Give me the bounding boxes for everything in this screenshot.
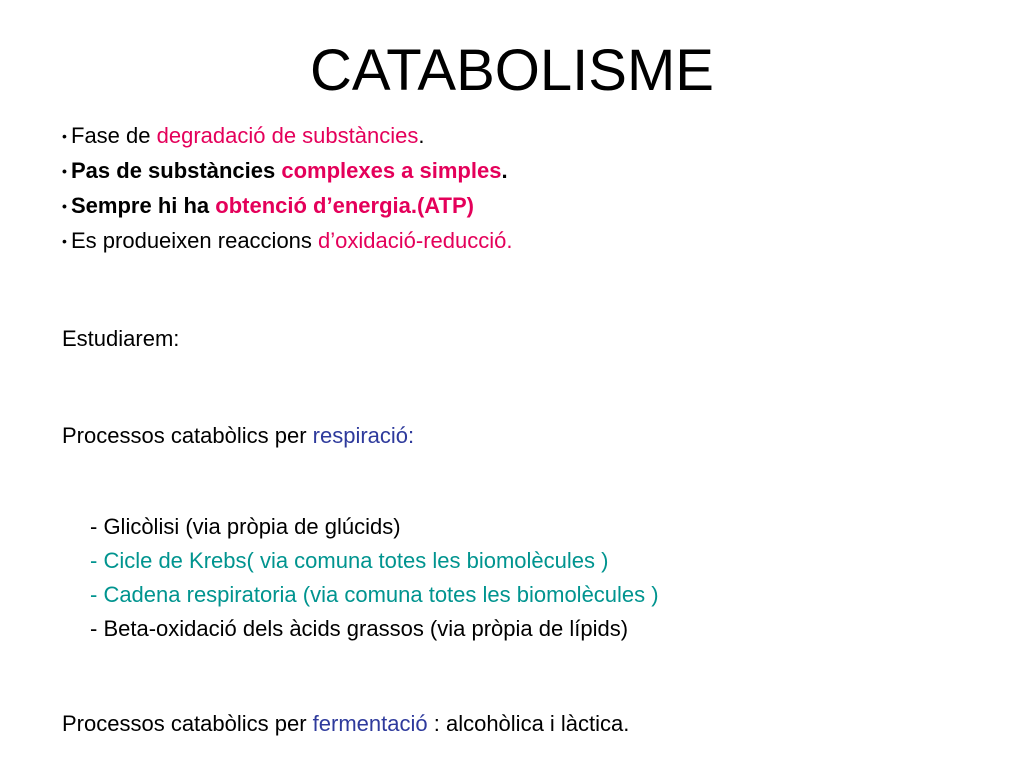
- process-respiratory-chain: - Cadena respiratoria (via comuna totes les biomolècules ): [90, 582, 659, 607]
- bullet-item-complex-to-simple: [62, 157, 508, 185]
- bullet-dot: •: [62, 198, 67, 214]
- bullet-prefix: Es produeixen reaccions: [71, 228, 319, 253]
- respiration-heading: [62, 422, 414, 450]
- bullet-dot: •: [62, 128, 67, 144]
- process-krebs-cycle: - Cicle de Krebs( via comuna totes les biomolècules ): [90, 548, 609, 573]
- respiration-suffix: :: [408, 423, 415, 448]
- bullet-dot: •: [62, 163, 67, 179]
- fermentation-prefix: Processos catabòlics per: [62, 711, 313, 736]
- respiration-prefix: Processos catabòlics per: [62, 423, 313, 448]
- process-glycolysis: - Glicòlisi (via pròpia de glúcids): [90, 514, 401, 539]
- bullet-prefix: Fase de: [71, 123, 157, 148]
- bullet-suffix: .: [501, 158, 508, 183]
- slide-title: CATABOLISME: [310, 38, 714, 103]
- bullet-item-redox: [62, 227, 512, 255]
- fermentation-heading: [62, 710, 629, 738]
- process-beta-oxidation: - Beta-oxidació dels àcids grassos (via pròpia de lípids): [90, 616, 629, 641]
- bullet-highlight: obtenció d’energia.(ATP): [215, 193, 474, 218]
- fermentation-highlight: fermentació: [312, 711, 428, 736]
- fermentation-suffix: : alcohòlica i làctica.: [427, 711, 630, 736]
- bullet-highlight: d’oxidació-reducció.: [318, 228, 513, 253]
- bullet-highlight: degradació de substàncies: [156, 123, 419, 148]
- bullet-suffix: .: [418, 123, 425, 148]
- bullet-prefix: Pas de substàncies: [71, 158, 282, 183]
- bullet-item-phase: [62, 122, 424, 150]
- bullet-highlight: complexes a simples: [281, 158, 502, 183]
- bullet-dot: •: [62, 233, 67, 249]
- bullet-item-energy: [62, 192, 474, 220]
- bullet-prefix: Sempre hi ha: [71, 193, 216, 218]
- respiration-highlight: respiració: [312, 423, 409, 448]
- study-label: Estudiarem:: [62, 326, 180, 351]
